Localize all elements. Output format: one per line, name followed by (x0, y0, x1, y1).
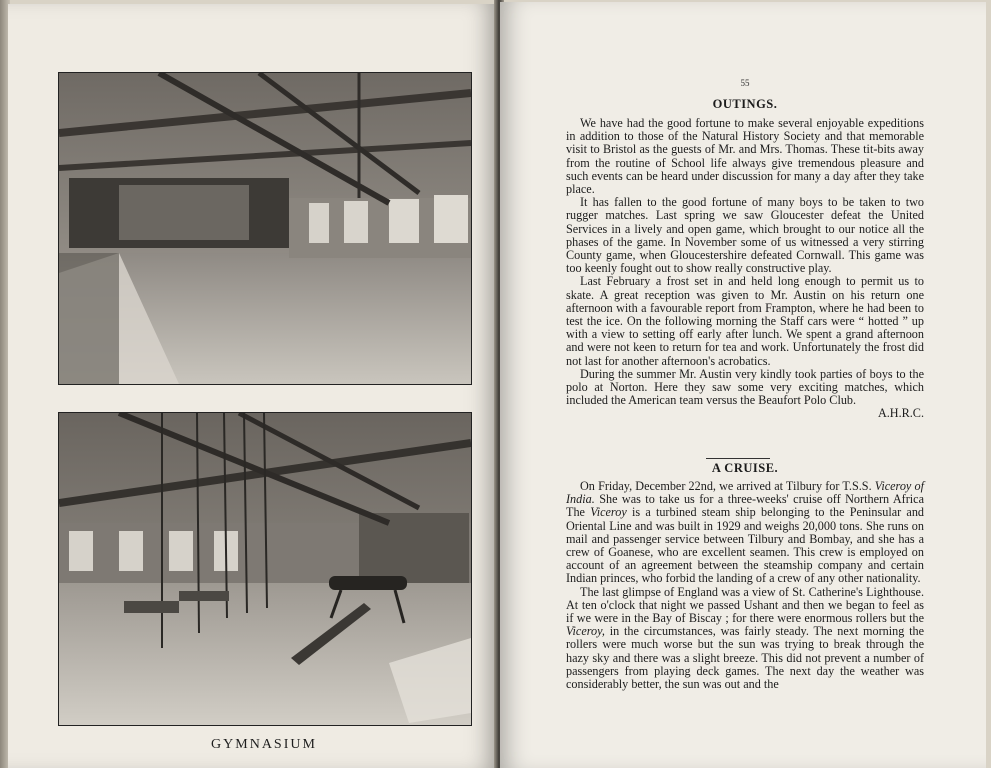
outings-heading: OUTINGS. (712, 97, 778, 111)
cruise-article (566, 480, 924, 691)
gymnasium-photo-stage-image (59, 73, 471, 384)
ship-name: Viceroy (590, 505, 627, 520)
section-divider (706, 458, 770, 459)
outings-paragraph: Last February a frost set in and held long enough to permit us to skate. A great reception was given to Mr. Austin on his return one afternoon with a favourable report from Frampton, where he had been to test the ice. On the following morning the Staff cars were “ hotted ” up with a view to setting off early after lunch. We spent a grand afternoon and were not keen to return for tea and work. Unfortunately the frost did not last for another afternoon's acrobatics. (566, 274, 924, 368)
outings-paragraph: During the summer Mr. Austin very kindly took parties of boys to the polo at Norton. Here they saw some very exciting matches, which included the American team versus the Beaufort Polo Club. (566, 366, 924, 408)
cruise-paragraph (566, 480, 924, 586)
page-number: 55 (740, 78, 750, 88)
photo-caption: GYMNASIUM (211, 737, 317, 752)
ship-name: Viceroy of India. (566, 479, 924, 507)
cruise-text: The last glimpse of England was a view of St. Catherine's Lighthouse. At ten o'clock that night we passed Ushant and then we began to feel as if we were in the Bay of Biscay ; for there were enormous rollers but the (566, 584, 924, 626)
outings-paragraph: It has fallen to the good fortune of many boys to be taken to two rugger matches. Last spring we saw Gloucester defeat the United Services in a lively and open game, which brought to our notice all the phases of the game. In November some of us witnessed a very stirring County game, when Gloucestershire defeated Cornwall. This game was too keenly fought out to show really constructive play. (566, 195, 924, 276)
ship-name: Viceroy, (566, 624, 605, 639)
outings-article (566, 117, 924, 421)
outings-signature: A.H.R.C. (877, 406, 924, 421)
cruise-text: On Friday, December 22nd, we arrived at Tilbury for T.S.S. (580, 479, 872, 493)
cruise-text: in the circumstances, was fairly steady. The next morning the rollers were much worse but the sun was trying to break through the hazy sky and there was a slight breeze. This did not prevent a number of passengers from playing deck games. The next day the weather was considerably better, the sun was out and the (566, 624, 925, 692)
gymnasium-photo-apparatus (58, 412, 472, 726)
cruise-text: is a turbined steam ship belonging to the Peninsular and Oriental Line and was built in 1929 and weighs 20,000 tons. She runs on mail and passenger service between Tilbury and Bombay, and she has a crew of Goanese, who are excellent seamen. This crew is employed on account of an agreement between the steamship company and certain Indian princes, who forbid the landing of a crew of any other nationality. (566, 505, 925, 586)
gymnasium-photo-apparatus-image (59, 413, 471, 725)
cruise-paragraph (566, 586, 924, 692)
gymnasium-photo-stage (58, 72, 472, 385)
outings-paragraph: We have had the good fortune to make several enjoyable expeditions in addition to those of the Natural History Society and that memorable visit to Bristol as the guests of Mr. and Mrs. Thomas. These tit-bits away from the routine of School life always give tremendous pleasure and such events can be heard under discussion for many a day after they take place. (566, 116, 924, 197)
cruise-heading: A CRUISE. (711, 461, 779, 475)
cruise-text: She was to take us for a three-weeks' cruise off Northern Africa The (566, 492, 925, 520)
